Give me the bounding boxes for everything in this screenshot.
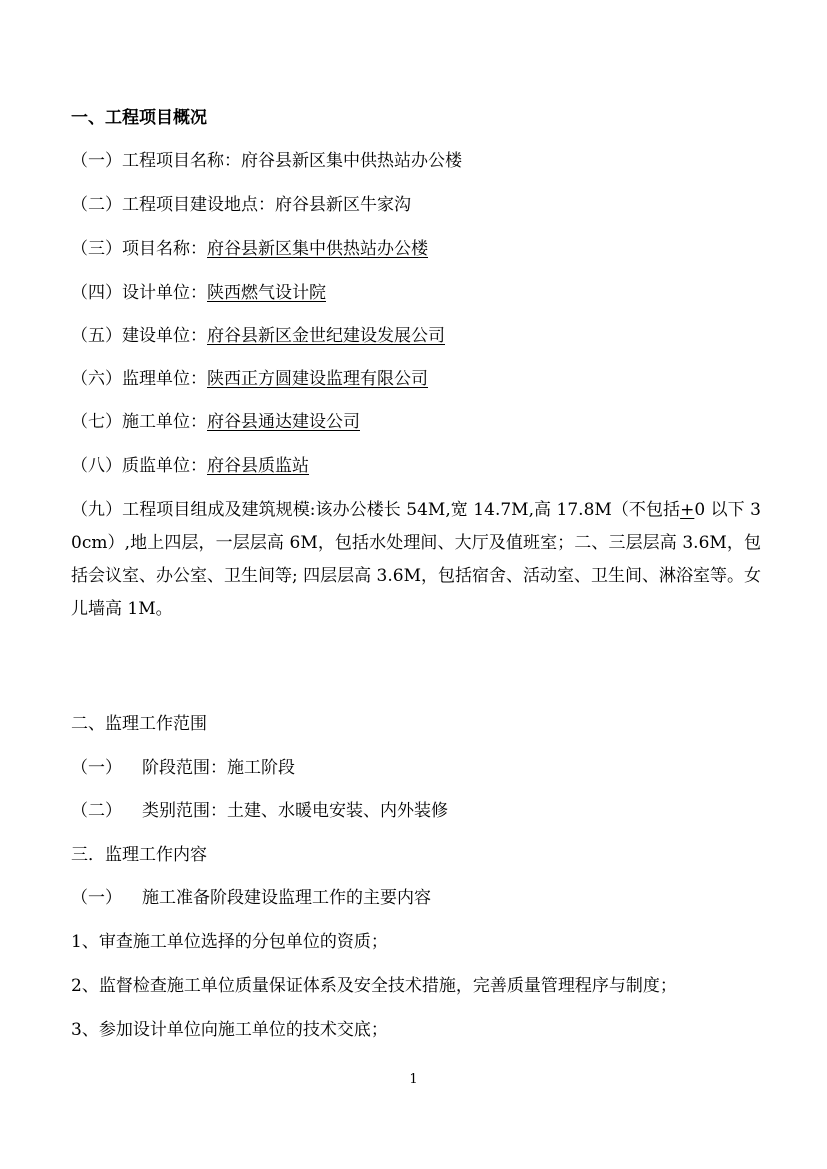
item-prefix: （一） (71, 758, 122, 778)
project-info-item-4 (71, 282, 771, 304)
project-info-item-5 (71, 325, 771, 347)
item-label: 工程项目建设地点： (122, 195, 275, 215)
scope-item-2 (71, 800, 771, 822)
item-value: 府谷县新区集中供热站办公楼 (241, 151, 462, 171)
item-label: 质监单位： (122, 456, 207, 476)
item-prefix: （四） (71, 283, 122, 303)
item-prefix: （七） (71, 412, 122, 432)
item-label: 监理单位： (122, 369, 207, 389)
item-value: 府谷县新区牛家沟 (275, 195, 411, 215)
scope-item-1 (71, 757, 771, 779)
project-info-item-6 (71, 368, 771, 390)
item-label: 项目名称： (122, 239, 207, 259)
scale-text-after: 0 以下 30cm）,地上四层，一层层高 6M，包括水处理间、大厅及值班室；二、三层层高 3.6M，包括会议室、办公室、卫生间等; 四层层高 3.6M，包括宿舍、活动室、卫生间、淋浴室等。女儿墙高 1M。 (71, 500, 761, 619)
section1-heading: 一、工程项目概况 (71, 108, 207, 128)
item-value: 府谷县新区集中供热站办公楼 (207, 239, 428, 259)
item-prefix: （二） (71, 195, 122, 215)
item-label: 施工单位： (122, 412, 207, 432)
project-info-item-1 (71, 150, 771, 172)
item-value: 陕西正方圆建设监理有限公司 (207, 369, 428, 389)
project-info-item-7 (71, 411, 771, 433)
item-text: 施工准备阶段建设监理工作的主要内容 (142, 888, 431, 908)
item-prefix: （三） (71, 239, 122, 259)
project-info-item-3 (71, 238, 771, 260)
section3-heading: 三．监理工作内容 (71, 845, 207, 865)
project-info-item-8 (71, 455, 771, 477)
item-prefix: （八） (71, 456, 122, 476)
page-number: 1 (409, 1072, 418, 1087)
work-content-item-3: 3、参加设计单位向施工单位的技术交底； (71, 1020, 388, 1040)
item-prefix: （九） (71, 500, 123, 520)
item-prefix: （一） (71, 151, 122, 171)
item-value: 府谷县新区金世纪建设发展公司 (207, 326, 445, 346)
item-value: 府谷县通达建设公司 (207, 412, 360, 432)
item-label: 建设单位： (122, 326, 207, 346)
item-prefix: （一） (71, 888, 122, 908)
item-label: 工程项目名称： (122, 151, 241, 171)
item-prefix: （六） (71, 369, 122, 389)
project-info-item-2 (71, 194, 771, 216)
item-text: 类别范围：土建、水暖电安装、内外装修 (142, 801, 448, 821)
item-value: 陕西燃气设计院 (207, 283, 326, 303)
section2-heading: 二、监理工作范围 (71, 714, 207, 734)
scale-text-before: 工程项目组成及建筑规模:该办公楼长 54M,宽 14.7M,高 17.8M（不包括 (122, 500, 681, 520)
item-text: 阶段范围：施工阶段 (142, 758, 295, 778)
item-label: 设计单位： (122, 283, 207, 303)
work-content-subheading (71, 887, 771, 909)
plusminus-sign: + (680, 500, 695, 520)
item-prefix: （五） (71, 326, 122, 346)
work-content-item-2: 2、监督检查施工单位质量保证体系及安全技术措施，完善质量管理程序与制度； (71, 976, 677, 996)
work-content-item-1: 1、审查施工单位选择的分包单位的资质； (71, 932, 388, 952)
item-value: 府谷县质监站 (207, 456, 309, 476)
item-prefix: （二） (71, 801, 122, 821)
building-scale-paragraph (71, 494, 761, 626)
